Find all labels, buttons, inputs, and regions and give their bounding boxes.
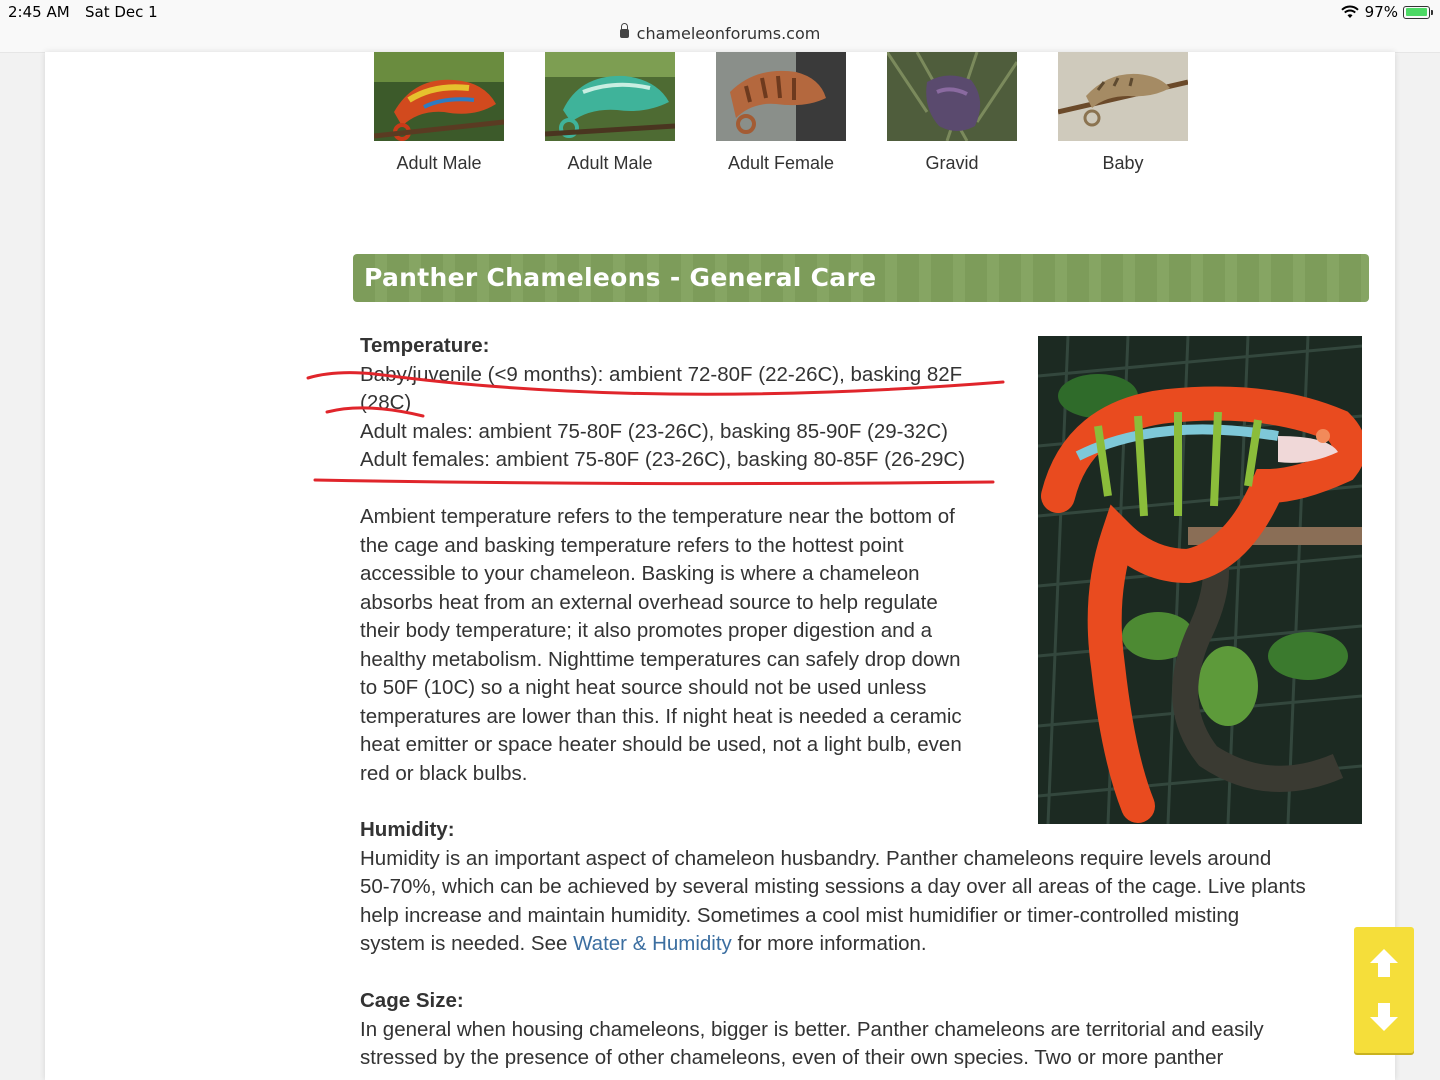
chameleon-photo — [887, 52, 1017, 141]
chameleon-photo — [1058, 52, 1188, 141]
scroll-buttons — [1354, 927, 1414, 1053]
cage-size-heading: Cage Size: — [360, 989, 464, 1012]
battery-percent: 97% — [1364, 3, 1398, 21]
body-line: the cage and basking temperature refers to the hottest point — [360, 533, 904, 557]
thumbnail-adult-male-1[interactable] — [374, 52, 504, 174]
body-line: accessible to your chameleon. Basking is where a chameleon — [360, 562, 920, 585]
body-line: absorbs heat from an external overhead source to help regulate — [360, 590, 938, 614]
date: Sat Dec 1 — [85, 3, 158, 21]
humidity-line: 50-70%, which can be achieved by several misting sessions a day over all areas of the cage. Live plants — [360, 875, 1306, 898]
clock: 2:45 AM — [8, 3, 70, 21]
battery-level — [1406, 8, 1427, 16]
humidity-text: for more information. — [731, 932, 927, 955]
thumbnail-gravid[interactable] — [887, 52, 1017, 174]
wifi-icon — [1340, 5, 1360, 19]
body-line: red or black bulbs. — [360, 761, 528, 785]
thumbnail-adult-female[interactable] — [716, 52, 846, 174]
section-header: Panther Chameleons - General Care — [353, 254, 1369, 302]
temp-line-males: Adult males: ambient 75-80F (23-26C), basking 85-90F (29-32C) — [360, 419, 948, 443]
panther-chameleon-photo — [1038, 336, 1362, 824]
battery-icon — [1403, 6, 1430, 19]
scroll-up-arrow-icon[interactable] — [1364, 943, 1404, 983]
body-line: healthy metabolism. Nighttime temperatures can safely drop down — [360, 647, 961, 671]
scroll-down-arrow-icon[interactable] — [1364, 997, 1404, 1037]
temperature-body — [360, 503, 1020, 788]
thumbnail-adult-male-2[interactable] — [545, 52, 675, 174]
web-page — [45, 52, 1395, 1080]
thumbnail-caption: Baby — [1102, 153, 1144, 173]
body-line: their body temperature; it also promotes proper digestion and a — [360, 619, 933, 642]
humidity-heading: Humidity: — [360, 818, 455, 841]
thumbnail-baby[interactable] — [1058, 52, 1188, 174]
status-indicators — [1340, 3, 1430, 21]
status-bar — [0, 0, 1440, 53]
cage-line: stressed by the presence of other chameleons, even of their own species. Two or more panther — [360, 1046, 1224, 1069]
temp-line-baby-cont: (28C) — [360, 391, 412, 414]
temp-line-females: Adult females: ambient 75-80F (23-26C), basking 80-85F (26-29C) — [360, 448, 966, 471]
chameleon-photo — [545, 52, 675, 141]
lock-icon — [620, 29, 629, 38]
body-line: heat emitter or space heater should be used, not a light bulb, even — [360, 733, 962, 756]
thumbnail-gallery — [374, 52, 1188, 174]
temperature-section — [360, 332, 1020, 817]
water-humidity-link[interactable]: Water & Humidity — [573, 932, 732, 955]
temperature-heading: Temperature: — [360, 334, 490, 357]
body-line: Ambient temperature refers to the temperature near the bottom of — [360, 505, 955, 528]
body-line: to 50F (10C) so a night heat source should not be used unless — [360, 676, 927, 699]
temp-line-baby: Baby/juvenile (<9 months): ambient 72-80F (22-26C), basking 82F — [360, 362, 963, 386]
thumbnail-caption: Gravid — [925, 153, 979, 173]
url-text: chameleonforums.com — [636, 24, 821, 43]
body-line: temperatures are lower than this. If night heat is needed a ceramic — [360, 704, 962, 728]
humidity-line: Humidity is an important aspect of chameleon husbandry. Panther chameleons require levels around — [360, 846, 1272, 870]
thumbnail-caption: Adult Female — [727, 153, 835, 173]
humidity-line — [360, 930, 1360, 959]
humidity-section — [360, 816, 1360, 1073]
thumbnail-caption: Adult Male — [396, 153, 482, 173]
humidity-line: help increase and maintain humidity. Sometimes a cool mist humidifier or timer-controlled misting — [360, 903, 1240, 927]
humidity-text: system is needed. See — [360, 932, 574, 955]
address-bar[interactable] — [0, 24, 1440, 43]
cage-line: In general when housing chameleons, bigger is better. Panther chameleons are territorial and easily — [360, 1017, 1264, 1041]
chameleon-photo — [374, 52, 504, 141]
thumbnail-caption: Adult Male — [567, 153, 653, 173]
chameleon-photo — [716, 52, 846, 141]
